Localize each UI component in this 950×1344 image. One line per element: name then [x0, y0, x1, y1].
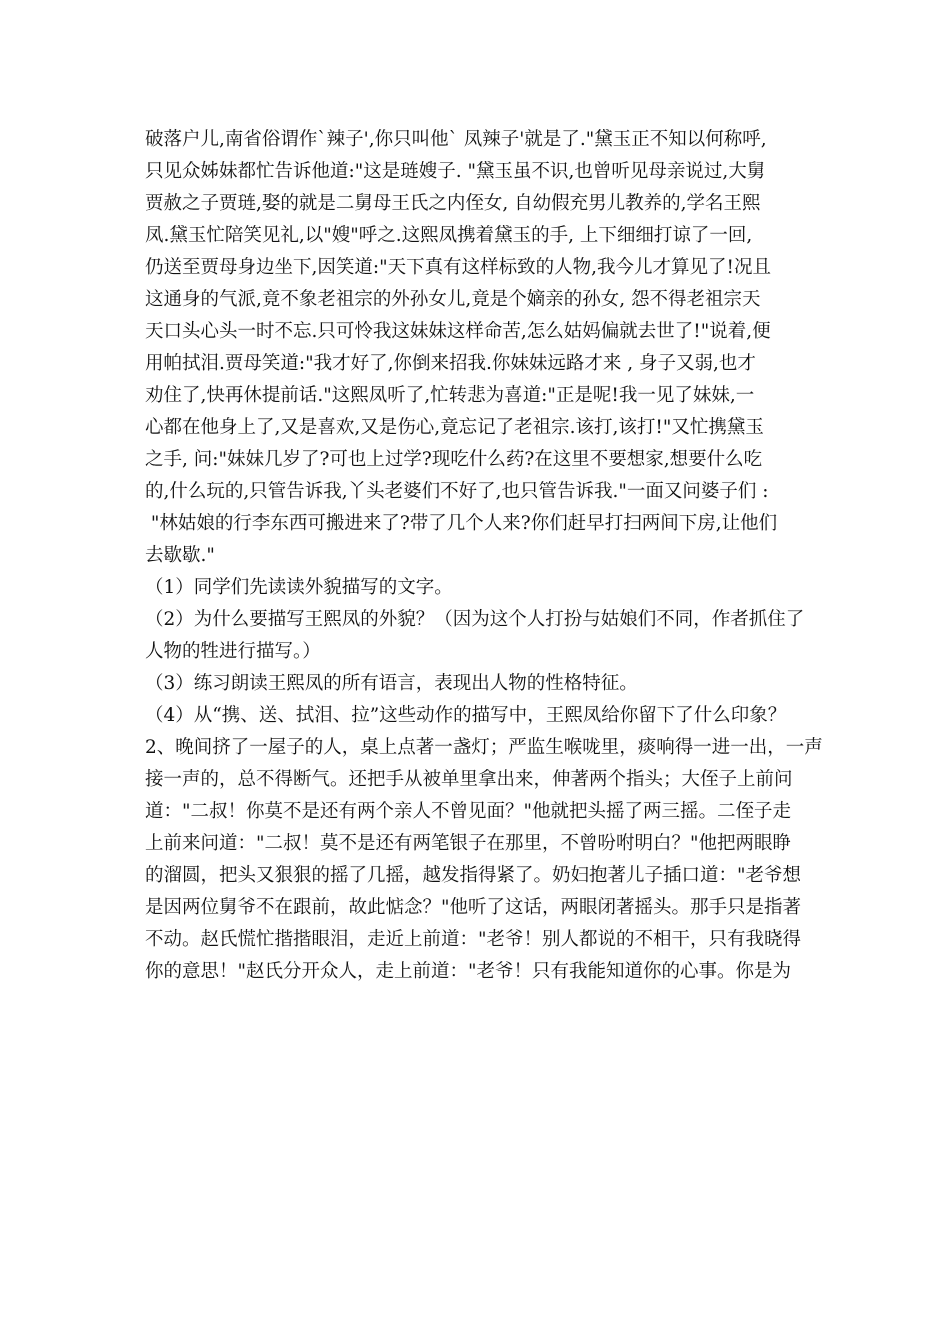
- text-line-22: 道："二叔！你莫不是还有两个亲人不曾见面？"他就把头摇了两三摇。二侄子走: [145, 801, 792, 822]
- text-line-20: 2、晚间挤了一屋子的人，桌上点著一盏灯；严监生喉咙里，痰响得一进一出，一声: [145, 737, 823, 758]
- text-line-4: 凤.黛玉忙陪笑见礼,以"嫂"呼之.这熙凤携着黛玉的手, 上下细细打谅了一回,: [145, 225, 753, 246]
- text-line-9: 劝住了,快再休提前话."这熙凤听了,忙转悲为喜道:"正是呢!我一见了妹妹,一: [145, 385, 755, 406]
- question-line-3: （3）练习朗读王熙凤的所有语言，表现出人物的性格特征。: [145, 673, 638, 694]
- question-line-1: （1）同学们先读读外貌描写的文字。: [145, 577, 453, 598]
- question-line-2: （2）为什么要描写王熙凤的外貌？（因为这个人打扮与姑娘们不同，作者抓住了: [145, 609, 805, 630]
- text-line-11: 之手, 问:"妹妹几岁了?可也上过学?现吃什么药?在这里不要想家,想要什么吃: [145, 449, 763, 470]
- text-line-25: 是因两位舅爷不在跟前，故此惦念？"他听了这话，两眼闭著摇头。那手只是指著: [145, 897, 802, 918]
- text-line-8: 用帕拭泪.贾母笑道:"我才好了,你倒来招我.你妹妹远路才来 , 身子又弱,也才: [145, 353, 756, 374]
- text-line-5: 仍送至贾母身边坐下,因笑道:"天下真有这样标致的人物,我今儿才算见了!况且: [145, 257, 771, 278]
- text-line-3: 贾赦之子贾琏,娶的就是二舅母王氏之内侄女, 自幼假充男儿教养的,学名王熙: [145, 193, 761, 214]
- text-line-2: 只见众姊妹都忙告诉他道:"这是琏嫂子. "黛玉虽不识,也曾听见母亲说过,大舅: [145, 161, 766, 182]
- question-line-2-cont: 人物的牲进行描写。）: [145, 641, 321, 662]
- text-line-6: 这通身的气派,竟不象老祖宗的外孙女儿,竟是个嫡亲的孙女, 怨不得老祖宗天: [145, 289, 761, 310]
- text-line-21: 接一声的，总不得断气。还把手从被单里拿出来，伸著两个指头；大侄子上前问: [145, 769, 793, 790]
- text-line-14: 去歇歇.": [145, 545, 215, 566]
- text-line-7: 天口头心头一时不忘.只可怜我这妹妹这样命苦,怎么姑妈偏就去世了!"说着,便: [145, 321, 771, 342]
- text-line-23: 上前来问道："二叔！莫不是还有两笔银子在那里，不曾吩咐明白？"他把两眼睁: [145, 833, 792, 854]
- question-line-4: （4）从“携、送、拭泪、拉”这些动作的描写中，王熙凤给你留下了什么印象？: [145, 705, 787, 726]
- text-line-10: 心都在他身上了,又是喜欢,又是伤心,竟忘记了老祖宗.该打,该打!"又忙携黛玉: [145, 417, 764, 438]
- text-line-12: 的,什么玩的,只管告诉我,丫头老婆们不好了,也只管告诉我."一面又问婆子们 :: [145, 481, 769, 502]
- text-line-1: 破落户儿,南省俗谓作`辣子',你只叫他` 凤辣子'就是了."黛玉正不知以何称呼,: [145, 129, 767, 150]
- document-body: [145, 124, 825, 988]
- text-line-13: "林姑娘的行李东西可搬进来了?带了几个人来?你们赶早打扫两间下房,让他们: [145, 513, 778, 534]
- text-line-26: 不动。赵氏慌忙揩揩眼泪，走近上前道："老爷！别人都说的不相干，只有我晓得: [145, 929, 802, 950]
- text-line-27: 你的意思！"赵氏分开众人，走上前道："老爷！只有我能知道你的心事。你是为: [145, 961, 792, 982]
- text-line-24: 的溜圆，把头又狠狠的摇了几摇，越发指得紧了。奶妇抱著儿子插口道："老爷想: [145, 865, 802, 886]
